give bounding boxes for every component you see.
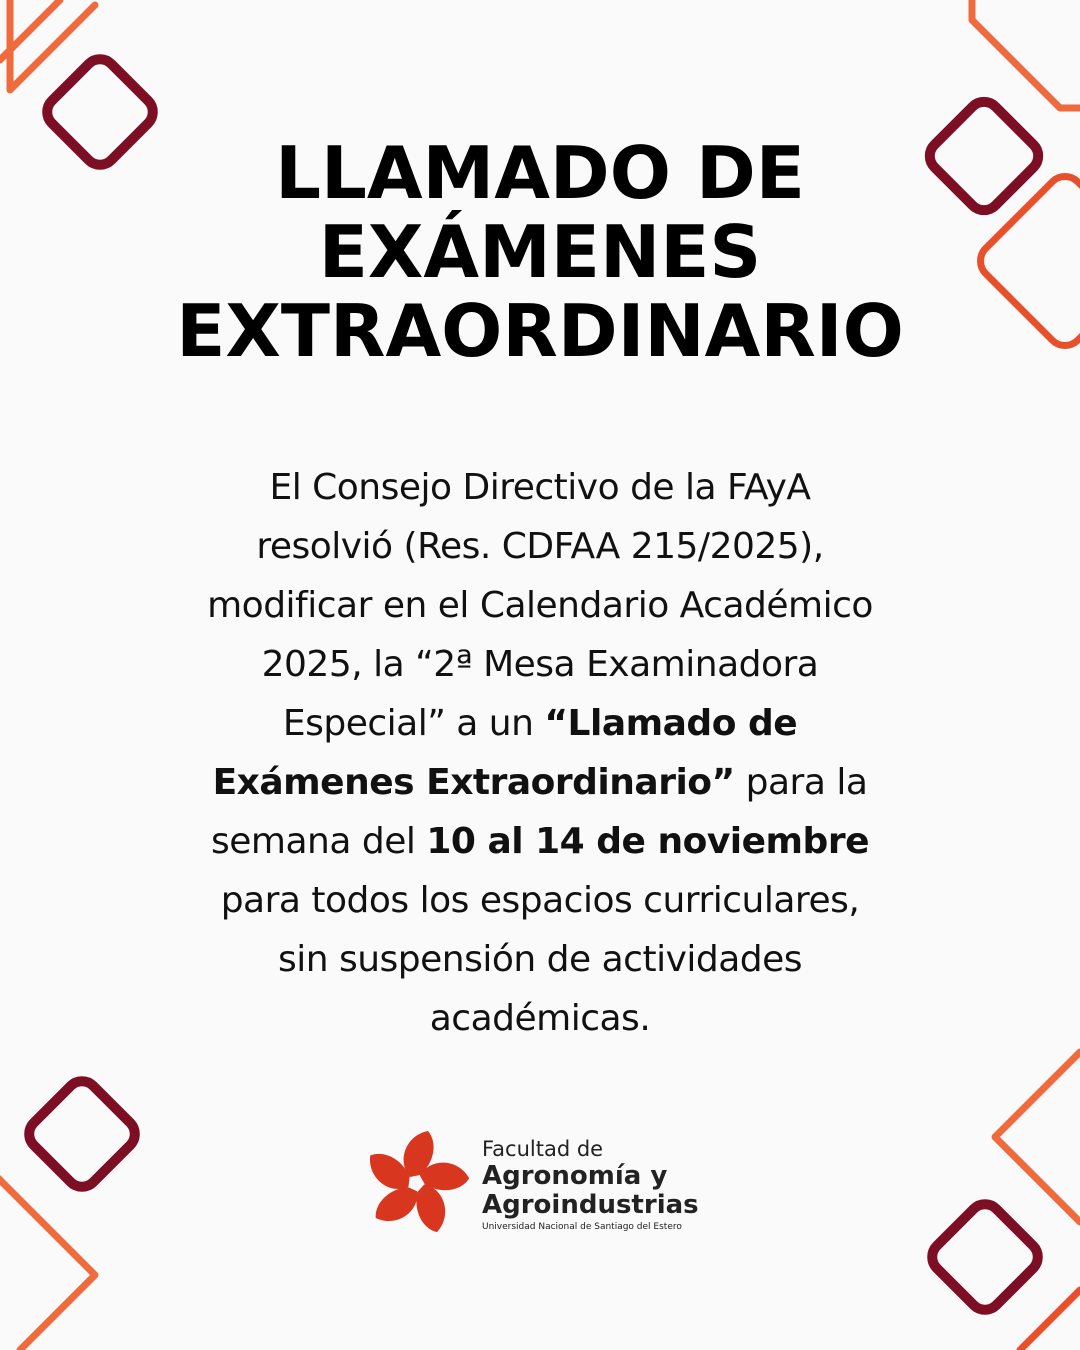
body-line-8: para todos los espacios curriculares, <box>220 880 860 921</box>
body-line-7-bold: 10 al 14 de noviembre <box>426 821 869 862</box>
logo-text <box>482 1136 699 1234</box>
logo-facultad-de: Facultad de <box>482 1137 604 1161</box>
logo-university: Universidad Nacional de Santiago del Estero <box>482 1222 682 1232</box>
title-line-1: LLAMADO DE <box>275 131 805 215</box>
body-line-9: sin suspensión de actividades <box>277 939 803 980</box>
body-line-2: resolvió (Res. CDFAA 215/2025), <box>256 526 824 567</box>
bottom-right-orange-outline-2 <box>1020 1290 1080 1350</box>
body-line-5-normal: Especial” a un <box>282 703 545 744</box>
body-line-6-normal: para la <box>734 762 868 803</box>
title-line-3: EXTRAORDINARIO <box>176 289 904 373</box>
bottom-right-red-diamond <box>926 1198 1045 1317</box>
announcement-text <box>100 458 980 1048</box>
body-line-3: modificar en el Calendario Académico <box>207 585 873 626</box>
bottom-left-orange-outline <box>0 1170 95 1350</box>
logo-agroindustrias: Agroindustrias <box>482 1190 699 1220</box>
body-line-4: 2025, la “2ª Mesa Examinadora <box>261 644 819 685</box>
body-line-6-bold: Exámenes Extraordinario” <box>212 762 735 803</box>
logo-agronomia: Agronomía y <box>482 1161 668 1191</box>
body-line-7-normal: semana del <box>211 821 427 862</box>
bottom-right-orange-outline <box>995 1052 1080 1222</box>
title-line-2: EXÁMENES <box>318 210 762 294</box>
bottom-left-red-diamond <box>23 1075 142 1194</box>
body-line-5-bold: “Llamado de <box>544 703 798 744</box>
top-right-orange-outline <box>972 0 1080 108</box>
body-line-6 <box>100 753 980 812</box>
body-line-10: académicas. <box>429 998 651 1039</box>
body-line-7 <box>100 812 980 871</box>
flower-logo-icon <box>366 1130 476 1236</box>
faculty-logo <box>366 1130 726 1240</box>
page-title <box>0 131 1080 373</box>
body-line-1: El Consejo Directivo de la FAyA <box>269 467 811 508</box>
body-line-5 <box>100 694 980 753</box>
